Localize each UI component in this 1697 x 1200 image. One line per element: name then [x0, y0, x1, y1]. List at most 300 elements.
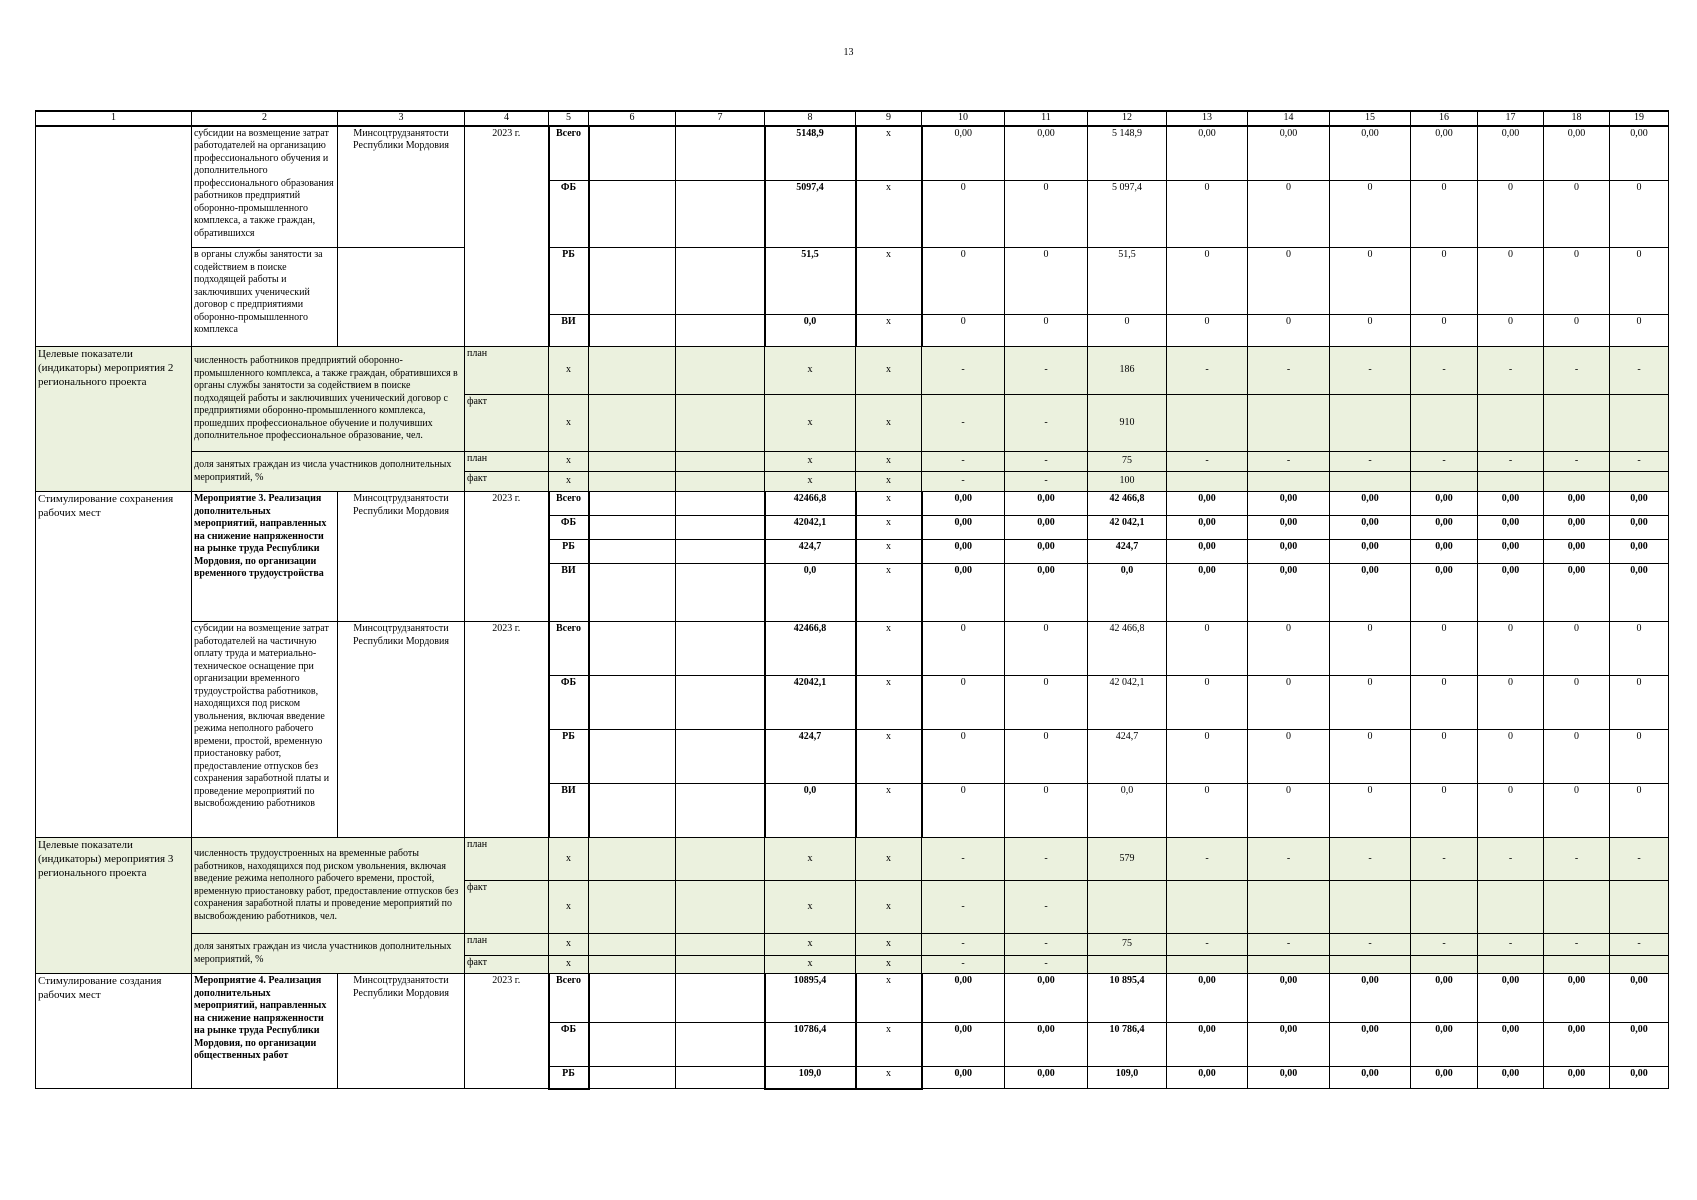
- col-header: 10: [922, 111, 1005, 126]
- value-cell: 0,00: [1478, 974, 1544, 1023]
- value-cell: 0,00: [1248, 492, 1330, 516]
- value-cell: -: [1544, 347, 1610, 395]
- fact-label: факт: [465, 956, 549, 974]
- value-cell: 0: [922, 784, 1005, 838]
- value-cell: -: [922, 956, 1005, 974]
- value-cell: х: [856, 784, 922, 838]
- table-row: [36, 934, 1669, 956]
- value-cell: -: [1005, 347, 1088, 395]
- value-cell: 42466,8: [765, 492, 856, 516]
- value-cell: 0,00: [1330, 564, 1411, 622]
- fact-label: факт: [465, 881, 549, 934]
- funding-source: ФБ: [549, 181, 589, 248]
- funding-source: Всего: [549, 622, 589, 676]
- table-row: [36, 126, 1669, 181]
- value-cell: 0: [1167, 622, 1248, 676]
- value-cell: -: [1005, 956, 1088, 974]
- value-cell: 0: [1544, 181, 1610, 248]
- value-cell: 0,00: [1610, 540, 1669, 564]
- value-cell: 0,00: [1330, 1023, 1411, 1067]
- value-cell: 42 042,1: [1088, 676, 1167, 730]
- value-cell: 0,00: [1544, 492, 1610, 516]
- value-cell: -: [1411, 838, 1478, 881]
- value-cell: 0: [1411, 248, 1478, 315]
- value-cell: 0: [1411, 622, 1478, 676]
- value-cell: 42466,8: [765, 622, 856, 676]
- funding-source: ФБ: [549, 516, 589, 540]
- value-cell: -: [1610, 934, 1669, 956]
- value-cell: 0,00: [1544, 1023, 1610, 1067]
- value-cell: 0: [1167, 248, 1248, 315]
- funding-source: ФБ: [549, 1023, 589, 1067]
- value-cell: х: [856, 730, 922, 784]
- col-header: 4: [465, 111, 549, 126]
- value-cell: -: [922, 934, 1005, 956]
- value-cell: 0,00: [1610, 1067, 1669, 1089]
- value-cell: -: [1167, 347, 1248, 395]
- indicator-description: доля занятых граждан из числа участников дополнительных мероприятий, %: [192, 452, 465, 492]
- value-cell: 0,00: [1544, 564, 1610, 622]
- value-cell: 0: [1167, 676, 1248, 730]
- value-cell: 0: [1167, 181, 1248, 248]
- value-cell: 0,00: [1610, 974, 1669, 1023]
- value-cell: 0,00: [1248, 564, 1330, 622]
- value-cell: 424,7: [1088, 540, 1167, 564]
- value-cell: 0,00: [1248, 1067, 1330, 1089]
- value-cell: 0,00: [1330, 516, 1411, 540]
- value-cell: 0,00: [1330, 492, 1411, 516]
- value-cell: х: [856, 974, 922, 1023]
- value-cell: 579: [1088, 838, 1167, 881]
- value-cell: 0: [1411, 784, 1478, 838]
- value-cell: 0: [1167, 784, 1248, 838]
- col-header: 16: [1411, 111, 1478, 126]
- value-cell: 0: [1330, 248, 1411, 315]
- target-indicators-label: Целевые показатели (индикаторы) мероприятия 2 регионального проекта: [36, 347, 192, 492]
- financing-table: [35, 110, 1669, 1090]
- value-cell: 0,00: [1478, 564, 1544, 622]
- page-number: 13: [843, 47, 854, 58]
- value-cell: 42042,1: [765, 516, 856, 540]
- responsible-executor: [338, 248, 465, 347]
- value-cell: 0: [1610, 730, 1669, 784]
- value-cell: 0,00: [1610, 126, 1669, 181]
- value-cell: -: [922, 452, 1005, 472]
- value-cell: 5 097,4: [1088, 181, 1167, 248]
- task-cell: [36, 126, 192, 347]
- value-cell: 0,00: [1248, 1023, 1330, 1067]
- funding-source: РБ: [549, 248, 589, 315]
- value-cell: 0,00: [922, 516, 1005, 540]
- responsible-executor: Минсоцтрудзанятости Республики Мордовия: [338, 126, 465, 248]
- funding-source: ВИ: [549, 784, 589, 838]
- value-cell: 0: [1478, 181, 1544, 248]
- value-cell: х: [856, 622, 922, 676]
- value-cell: -: [1544, 452, 1610, 472]
- value-cell: х: [856, 516, 922, 540]
- value-cell: 186: [1088, 347, 1167, 395]
- value-cell: 0,00: [922, 540, 1005, 564]
- value-cell: 0: [1411, 181, 1478, 248]
- value-cell: -: [1167, 452, 1248, 472]
- column-number-row: [36, 111, 1669, 126]
- indicator-description: доля занятых граждан из числа участников дополнительных мероприятий, %: [192, 934, 465, 974]
- funding-source: РБ: [549, 1067, 589, 1089]
- col-header: 12: [1088, 111, 1167, 126]
- funding-source: ФБ: [549, 676, 589, 730]
- value-cell: х: [856, 1023, 922, 1067]
- value-cell: -: [1330, 452, 1411, 472]
- value-cell: х: [856, 248, 922, 315]
- value-cell: х: [856, 492, 922, 516]
- value-cell: -: [1478, 934, 1544, 956]
- value-cell: 0,00: [922, 1067, 1005, 1089]
- col-header: 11: [1005, 111, 1088, 126]
- value-cell: -: [1005, 881, 1088, 934]
- plan-label: план: [465, 934, 549, 956]
- value-cell: 0,0: [1088, 564, 1167, 622]
- value-cell: 0: [1005, 248, 1088, 315]
- funding-source: Всего: [549, 492, 589, 516]
- value-cell: 0: [1610, 676, 1669, 730]
- value-cell: 0,00: [1411, 974, 1478, 1023]
- value-cell: 0: [1478, 784, 1544, 838]
- value-cell: 0,0: [765, 315, 856, 347]
- fact-label: факт: [465, 472, 549, 492]
- value-cell: 0,00: [922, 1023, 1005, 1067]
- funding-source: Всего: [549, 974, 589, 1023]
- funding-source: ВИ: [549, 315, 589, 347]
- value-cell: -: [1248, 452, 1330, 472]
- value-cell: 100: [1088, 472, 1167, 492]
- value-cell: 0: [1330, 315, 1411, 347]
- value-cell: -: [1005, 472, 1088, 492]
- value-cell: -: [1167, 934, 1248, 956]
- value-cell: -: [1005, 934, 1088, 956]
- value-cell: 0: [1610, 784, 1669, 838]
- value-cell: 0: [1478, 676, 1544, 730]
- value-cell: х: [549, 452, 589, 472]
- year-cell: 2023 г.: [465, 622, 549, 838]
- value-cell: 0: [1478, 315, 1544, 347]
- value-cell: -: [1610, 347, 1669, 395]
- value-cell: 0,0: [765, 784, 856, 838]
- indicator-description: численность трудоустроенных на временные работы работников, находящихся под риском увольнения, включая введение режима неполного рабочего времени, простой, временную приостановку работ, предоставление отпусков без сохранения заработной платы и проведение мероприятий по высвобождению работников, чел.: [192, 838, 465, 934]
- value-cell: 0: [1005, 784, 1088, 838]
- value-cell: 0,00: [1478, 540, 1544, 564]
- value-cell: х: [549, 956, 589, 974]
- task-cell: Стимулирование создания рабочих мест: [36, 974, 192, 1089]
- value-cell: -: [1411, 347, 1478, 395]
- value-cell: 0: [1544, 784, 1610, 838]
- value-cell: 0,00: [1478, 516, 1544, 540]
- value-cell: 424,7: [765, 730, 856, 784]
- value-cell: 0: [1330, 622, 1411, 676]
- value-cell: -: [1330, 934, 1411, 956]
- value-cell: -: [1610, 838, 1669, 881]
- plan-label: план: [465, 838, 549, 881]
- funding-source: Всего: [549, 126, 589, 181]
- value-cell: 75: [1088, 452, 1167, 472]
- value-cell: 0,00: [922, 974, 1005, 1023]
- value-cell: 0,00: [1167, 516, 1248, 540]
- value-cell: 0,00: [1544, 1067, 1610, 1089]
- value-cell: 0,00: [1005, 492, 1088, 516]
- value-cell: -: [1411, 452, 1478, 472]
- value-cell: 0,00: [1167, 540, 1248, 564]
- event-title: Мероприятие 4. Реализация дополнительных мероприятий, направленных на снижение напряженности на рынке труда Республики Мордовия, по организации общественных работ: [192, 974, 338, 1089]
- value-cell: 424,7: [1088, 730, 1167, 784]
- value-cell: х: [856, 540, 922, 564]
- funding-source: РБ: [549, 540, 589, 564]
- value-cell: х: [549, 934, 589, 956]
- value-cell: 42 466,8: [1088, 492, 1167, 516]
- value-cell: х: [765, 347, 856, 395]
- value-cell: х: [856, 126, 922, 181]
- value-cell: х: [856, 472, 922, 492]
- value-cell: 0,00: [1330, 1067, 1411, 1089]
- funding-source: ВИ: [549, 564, 589, 622]
- value-cell: 0: [922, 676, 1005, 730]
- value-cell: 10 786,4: [1088, 1023, 1167, 1067]
- plan-label: план: [465, 452, 549, 472]
- value-cell: 0,00: [1544, 126, 1610, 181]
- value-cell: 0,00: [1411, 540, 1478, 564]
- value-cell: х: [856, 956, 922, 974]
- value-cell: 0,00: [1411, 516, 1478, 540]
- value-cell: х: [765, 472, 856, 492]
- value-cell: 0,00: [1478, 126, 1544, 181]
- value-cell: 0: [1411, 730, 1478, 784]
- value-cell: -: [1167, 838, 1248, 881]
- col-header: 18: [1544, 111, 1610, 126]
- col-header: 19: [1610, 111, 1669, 126]
- value-cell: х: [765, 452, 856, 472]
- value-cell: х: [765, 956, 856, 974]
- responsible-executor: Минсоцтрудзанятости Республики Мордовия: [338, 492, 465, 622]
- table-row: [36, 838, 1669, 881]
- value-cell: -: [1544, 934, 1610, 956]
- value-cell: 0: [1248, 622, 1330, 676]
- value-cell: 0,00: [1411, 126, 1478, 181]
- value-cell: 0,00: [1167, 1067, 1248, 1089]
- value-cell: 0: [922, 315, 1005, 347]
- value-cell: 0,00: [1610, 1023, 1669, 1067]
- value-cell: 0: [1610, 315, 1669, 347]
- col-header: 13: [1167, 111, 1248, 126]
- value-cell: 0: [1005, 181, 1088, 248]
- value-cell: х: [856, 676, 922, 730]
- value-cell: х: [856, 1067, 922, 1089]
- value-cell: х: [856, 315, 922, 347]
- value-cell: х: [856, 838, 922, 881]
- value-cell: 0,00: [1167, 564, 1248, 622]
- value-cell: -: [1330, 347, 1411, 395]
- value-cell: 0,00: [1248, 540, 1330, 564]
- value-cell: 0: [1330, 676, 1411, 730]
- value-cell: 0: [922, 248, 1005, 315]
- col-header: 1: [36, 111, 192, 126]
- value-cell: -: [1411, 934, 1478, 956]
- value-cell: х: [549, 395, 589, 452]
- value-cell: 0: [922, 730, 1005, 784]
- value-cell: 5148,9: [765, 126, 856, 181]
- value-cell: х: [549, 472, 589, 492]
- value-cell: 51,5: [765, 248, 856, 315]
- value-cell: 10895,4: [765, 974, 856, 1023]
- value-cell: 0,00: [1330, 126, 1411, 181]
- col-header: 7: [676, 111, 765, 126]
- value-cell: 0: [1005, 315, 1088, 347]
- value-cell: 0,00: [922, 492, 1005, 516]
- value-cell: 0: [1248, 181, 1330, 248]
- event-description: в органы службы занятости за содействием в поиске подходящей работы и заключивших ученический договор с предприятиями оборонно-промышленного комплекса: [192, 248, 338, 347]
- value-cell: 42 466,8: [1088, 622, 1167, 676]
- value-cell: 0,00: [1248, 126, 1330, 181]
- value-cell: -: [1478, 347, 1544, 395]
- col-header: 3: [338, 111, 465, 126]
- value-cell: -: [1248, 838, 1330, 881]
- value-cell: 910: [1088, 395, 1167, 452]
- value-cell: 0: [1544, 676, 1610, 730]
- value-cell: 0: [1411, 315, 1478, 347]
- value-cell: 0,00: [1330, 974, 1411, 1023]
- value-cell: 0,00: [1610, 564, 1669, 622]
- value-cell: 0: [1610, 622, 1669, 676]
- value-cell: 0,00: [1167, 126, 1248, 181]
- value-cell: 0,0: [1088, 784, 1167, 838]
- value-cell: х: [856, 564, 922, 622]
- value-cell: 0: [1248, 676, 1330, 730]
- value-cell: 0: [1478, 622, 1544, 676]
- value-cell: 0: [1544, 315, 1610, 347]
- value-cell: 5097,4: [765, 181, 856, 248]
- value-cell: 0,00: [1610, 516, 1669, 540]
- value-cell: -: [1330, 838, 1411, 881]
- value-cell: 0,00: [1411, 492, 1478, 516]
- value-cell: 109,0: [765, 1067, 856, 1089]
- value-cell: 0,00: [1544, 516, 1610, 540]
- value-cell: 0: [1248, 315, 1330, 347]
- value-cell: -: [1610, 452, 1669, 472]
- value-cell: 0: [1478, 248, 1544, 315]
- value-cell: 0,00: [1167, 974, 1248, 1023]
- value-cell: 0,00: [1330, 540, 1411, 564]
- table-row: [36, 974, 1669, 1023]
- value-cell: -: [922, 472, 1005, 492]
- value-cell: 42 042,1: [1088, 516, 1167, 540]
- value-cell: 0: [1167, 315, 1248, 347]
- col-header: 2: [192, 111, 338, 126]
- value-cell: 0: [1411, 676, 1478, 730]
- value-cell: 5 148,9: [1088, 126, 1167, 181]
- plan-label: план: [465, 347, 549, 395]
- value-cell: 0: [1610, 248, 1669, 315]
- table-row: [36, 492, 1669, 516]
- value-cell: -: [922, 395, 1005, 452]
- value-cell: -: [922, 838, 1005, 881]
- value-cell: х: [856, 934, 922, 956]
- col-header: 17: [1478, 111, 1544, 126]
- year-cell: 2023 г.: [465, 126, 549, 347]
- table-row: [36, 347, 1669, 395]
- value-cell: 0,00: [922, 126, 1005, 181]
- value-cell: 0: [1005, 730, 1088, 784]
- value-cell: 0,00: [1167, 492, 1248, 516]
- value-cell: 0,00: [1005, 1067, 1088, 1089]
- value-cell: х: [856, 181, 922, 248]
- value-cell: 0: [1330, 181, 1411, 248]
- value-cell: 0,00: [1411, 1023, 1478, 1067]
- col-header: 8: [765, 111, 856, 126]
- value-cell: х: [549, 838, 589, 881]
- value-cell: 10 895,4: [1088, 974, 1167, 1023]
- value-cell: х: [765, 881, 856, 934]
- value-cell: 0: [1248, 730, 1330, 784]
- value-cell: -: [1544, 838, 1610, 881]
- responsible-executor: Минсоцтрудзанятости Республики Мордовия: [338, 974, 465, 1089]
- funding-source: РБ: [549, 730, 589, 784]
- value-cell: х: [765, 838, 856, 881]
- value-cell: 0: [1544, 730, 1610, 784]
- fact-label: факт: [465, 395, 549, 452]
- value-cell: 0,00: [1005, 516, 1088, 540]
- value-cell: х: [765, 934, 856, 956]
- value-cell: 42042,1: [765, 676, 856, 730]
- value-cell: -: [922, 881, 1005, 934]
- value-cell: 0: [1248, 784, 1330, 838]
- value-cell: 0,00: [1005, 1023, 1088, 1067]
- value-cell: 51,5: [1088, 248, 1167, 315]
- col-header: 14: [1248, 111, 1330, 126]
- col-header: 15: [1330, 111, 1411, 126]
- value-cell: 0: [1544, 248, 1610, 315]
- value-cell: 109,0: [1088, 1067, 1167, 1089]
- year-cell: 2023 г.: [465, 974, 549, 1089]
- value-cell: 0,00: [1478, 1023, 1544, 1067]
- table-row: [36, 248, 1669, 315]
- value-cell: 0: [1167, 730, 1248, 784]
- value-cell: 0,00: [1005, 974, 1088, 1023]
- value-cell: 0: [1248, 248, 1330, 315]
- value-cell: 0: [1005, 676, 1088, 730]
- value-cell: -: [1248, 934, 1330, 956]
- value-cell: 0,00: [1478, 492, 1544, 516]
- value-cell: х: [856, 881, 922, 934]
- event-title: Мероприятие 3. Реализация дополнительных мероприятий, направленных на снижение напряженности на рынке труда Республики Мордовия, по организации временного трудоустройства: [192, 492, 338, 622]
- table-row: [36, 452, 1669, 472]
- value-cell: 0,00: [922, 564, 1005, 622]
- year-cell: 2023 г.: [465, 492, 549, 622]
- value-cell: -: [1478, 838, 1544, 881]
- value-cell: х: [549, 881, 589, 934]
- value-cell: 0: [1544, 622, 1610, 676]
- value-cell: 0: [1330, 784, 1411, 838]
- value-cell: 0,00: [1005, 126, 1088, 181]
- value-cell: 0: [922, 181, 1005, 248]
- value-cell: 0: [1478, 730, 1544, 784]
- value-cell: х: [856, 347, 922, 395]
- value-cell: х: [549, 347, 589, 395]
- value-cell: -: [922, 347, 1005, 395]
- task-cell: Стимулирование сохранения рабочих мест: [36, 492, 192, 838]
- table-row: [36, 622, 1669, 676]
- value-cell: 424,7: [765, 540, 856, 564]
- value-cell: 0,00: [1544, 974, 1610, 1023]
- event-description: субсидии на возмещение затрат работодателей на организацию профессионального обучения и дополнительного профессионального образования работников предприятий оборонно-промышленного комплекса, а также граждан, обратившихся: [192, 126, 338, 248]
- value-cell: 0: [1088, 315, 1167, 347]
- value-cell: -: [1005, 452, 1088, 472]
